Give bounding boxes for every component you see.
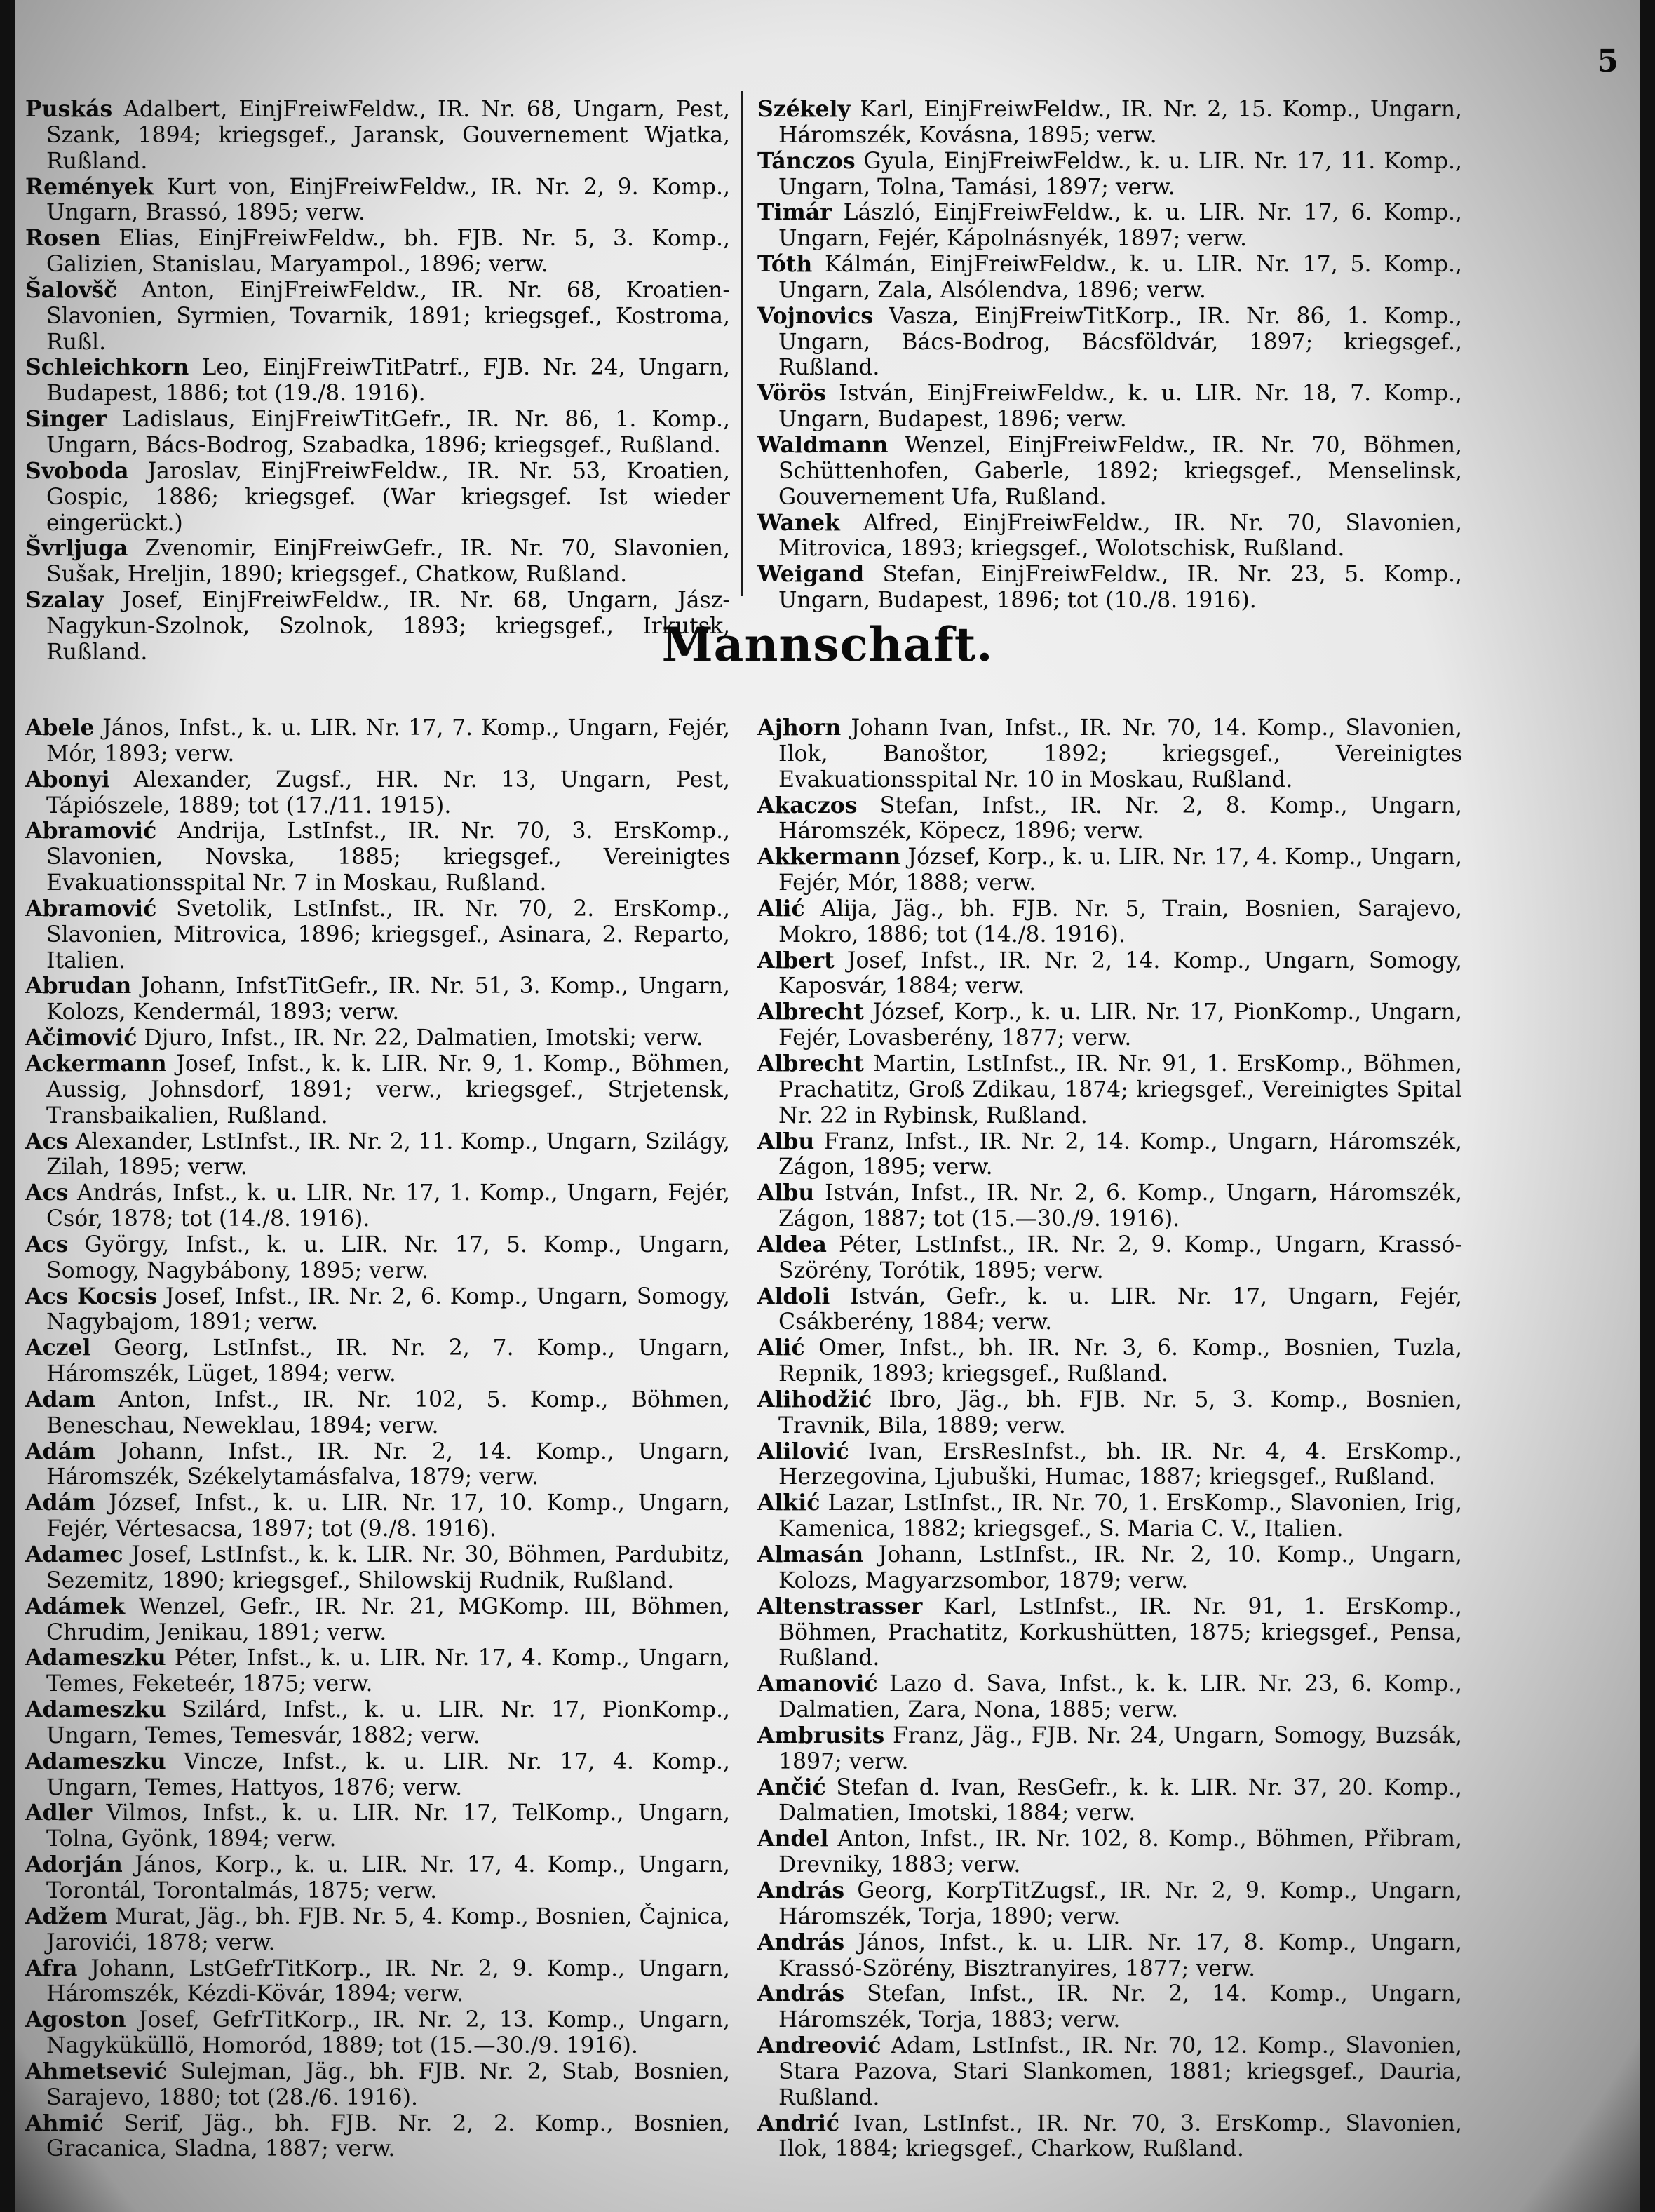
entry-details: Josef, Infst., IR. Nr. 2, 14. Komp., Ungarn, Somogy, Kaposvár, 1884; verw. bbox=[778, 947, 1462, 999]
list-entry bbox=[757, 793, 1462, 845]
entry-details: József, Korp., k. u. LIR. Nr. 17, PionKomp., Ungarn, Fejér, Lovasberény, 1877; verw. bbox=[778, 999, 1462, 1051]
entry-surname: Albert bbox=[757, 947, 835, 973]
list-entry bbox=[757, 562, 1462, 614]
entry-details: Josef, Infst., k. k. LIR. Nr. 9, 1. Komp., Böhmen, Aussig, Johnsdorf, 1891; verw., kriegsgef., Strjetensk, Transbaikalien, Rußland. bbox=[46, 1051, 730, 1128]
list-entry bbox=[757, 715, 1462, 793]
list-entry bbox=[757, 1878, 1462, 1930]
entry-surname: Vojnovics bbox=[757, 302, 874, 329]
entry-details: Karl, LstInfst., IR. Nr. 91, 1. ErsKomp., Böhmen, Prachatitz, Korkushütten, 1875; kriegsgef., Pensa, Rußland. bbox=[778, 1593, 1462, 1671]
entry-details: Wenzel, Gefr., IR. Nr. 21, MGKomp. III, Böhmen, Chrudim, Jenikau, 1891; verw. bbox=[46, 1593, 730, 1645]
scan-edge-right bbox=[1640, 0, 1655, 2212]
list-entry bbox=[25, 1956, 730, 2008]
scan-edge-left bbox=[0, 0, 15, 2212]
entry-surname: Acs bbox=[25, 1128, 69, 1154]
entry-surname: Adamec bbox=[25, 1542, 123, 1567]
entry-details: Lazar, LstInfst., IR. Nr. 70, 1. ErsKomp., Slavonien, Irig, Kamenica, 1882; kriegsgef., S. Maria C. V., Italien. bbox=[778, 1490, 1462, 1542]
list-entry bbox=[757, 1051, 1462, 1129]
list-entry bbox=[25, 1490, 730, 1542]
entry-surname: Szalay bbox=[25, 587, 104, 614]
list-entry bbox=[25, 1904, 730, 1956]
entry-surname: Adameszku bbox=[25, 1645, 166, 1671]
entry-details: István, Infst., IR. Nr. 2, 6. Komp., Ungarn, Háromszék, Zágon, 1887; tot (15.—30./9. 1916). bbox=[778, 1180, 1462, 1232]
entry-details: Elias, EinjFreiwFeldw., bh. FJB. Nr. 5, 3. Komp., Galizien, Stanislau, Maryampol., 1896; verw. bbox=[46, 226, 730, 278]
entry-details: Ibro, Jäg., bh. FJB. Nr. 5, 3. Komp., Bosnien, Travnik, Bila, 1889; verw. bbox=[778, 1387, 1462, 1438]
entry-surname: Székely bbox=[757, 96, 851, 122]
list-entry bbox=[25, 1594, 730, 1646]
entry-surname: Almasán bbox=[757, 1542, 864, 1567]
entry-details: Kurt von, EinjFreiwFeldw., IR. Nr. 2, 9. Komp., Ungarn, Brassó, 1895; verw. bbox=[46, 174, 730, 226]
entry-details: Serif, Jäg., bh. FJB. Nr. 2, 2. Komp., Bosnien, Gracanica, Sladna, 1887; verw. bbox=[46, 2110, 730, 2162]
list-entry bbox=[25, 97, 730, 175]
list-entry bbox=[25, 459, 730, 537]
entry-details: Johann, Infst., IR. Nr. 2, 14. Komp., Ungarn, Háromszék, Székelytamásfalva, 1879; verw. bbox=[46, 1438, 730, 1490]
list-entry bbox=[757, 511, 1462, 562]
entry-surname: András bbox=[757, 1929, 845, 1955]
entry-details: Alexander, Zugsf., HR. Nr. 13, Ungarn, Pest, Tápiószele, 1889; tot (17./11. 1915). bbox=[46, 767, 730, 818]
entry-details: Djuro, Infst., IR. Nr. 22, Dalmatien, Imotski; verw. bbox=[137, 1025, 703, 1051]
entry-details: Anton, Infst., IR. Nr. 102, 5. Komp., Böhmen, Beneschau, Neweklau, 1894; verw. bbox=[46, 1387, 730, 1438]
entry-details: Murat, Jäg., bh. FJB. Nr. 5, 4. Komp., Bosnien, Čajnica, Jarovići, 1878; verw. bbox=[46, 1903, 730, 1955]
list-entry bbox=[25, 1335, 730, 1387]
entry-surname: Alilović bbox=[757, 1438, 849, 1464]
entry-surname: András bbox=[757, 1877, 845, 1903]
entry-surname: Alić bbox=[757, 895, 805, 922]
entry-surname: Tánczos bbox=[757, 147, 856, 174]
entry-surname: Ackermann bbox=[25, 1050, 167, 1077]
list-entry bbox=[757, 1284, 1462, 1336]
list-entry bbox=[25, 715, 730, 767]
list-entry bbox=[25, 536, 730, 588]
entry-surname: Svoboda bbox=[25, 457, 129, 484]
entry-surname: Wanek bbox=[757, 509, 840, 536]
entry-details: Gyula, EinjFreiwFeldw., k. u. LIR. Nr. 17, 11. Komp., Ungarn, Tolna, Tamási, 1897; verw. bbox=[778, 148, 1462, 200]
entry-surname: Alić bbox=[757, 1335, 805, 1361]
entry-details: Alfred, EinjFreiwFeldw., IR. Nr. 70, Slavonien, Mitrovica, 1893; kriegsgef., Wolotschisk, Rußland. bbox=[778, 510, 1462, 562]
list-entry bbox=[25, 1232, 730, 1284]
entry-surname: Acs bbox=[25, 1231, 69, 1257]
list-entry bbox=[757, 1129, 1462, 1181]
entry-surname: Akkermann bbox=[757, 844, 901, 870]
entry-surname: Ambrusits bbox=[757, 1722, 885, 1748]
entry-surname: Timár bbox=[757, 199, 832, 226]
list-entry bbox=[25, 1025, 730, 1051]
entry-details: József, Infst., k. u. LIR. Nr. 17, 10. Komp., Ungarn, Fejér, Vértesacsa, 1897; tot (9./8. 1916). bbox=[46, 1490, 730, 1542]
list-entry bbox=[757, 844, 1462, 896]
list-entry bbox=[757, 1542, 1462, 1594]
entry-surname: Ahmetsević bbox=[25, 2058, 168, 2084]
mannschaft-list-left-column bbox=[25, 715, 730, 2195]
list-entry bbox=[757, 1594, 1462, 1672]
entry-surname: Aldea bbox=[757, 1231, 827, 1257]
entry-details: Franz, Jäg., FJB. Nr. 24, Ungarn, Somogy, Buzsák, 1897; verw. bbox=[778, 1722, 1462, 1774]
column-divider bbox=[741, 91, 743, 596]
entry-details: Vincze, Infst., k. u. LIR. Nr. 17, 4. Komp., Ungarn, Temes, Hattyos, 1876; verw. bbox=[46, 1748, 730, 1800]
entry-surname: Albrecht bbox=[757, 1050, 864, 1077]
page-number: 5 bbox=[1597, 43, 1619, 79]
entry-surname: Adám bbox=[25, 1490, 96, 1516]
list-entry bbox=[757, 1490, 1462, 1542]
entry-surname: Adam bbox=[25, 1386, 96, 1412]
list-entry bbox=[25, 1749, 730, 1801]
entry-surname: Adler bbox=[25, 1800, 93, 1826]
entry-surname: Albu bbox=[757, 1128, 815, 1154]
entry-surname: Amanović bbox=[757, 1671, 878, 1697]
list-entry bbox=[25, 1129, 730, 1181]
entry-details: Péter, LstInfst., IR. Nr. 2, 9. Komp., Ungarn, Krassó-Szörény, Torótik, 1895; verw. bbox=[778, 1232, 1462, 1283]
list-entry bbox=[757, 1232, 1462, 1284]
entry-details: Péter, Infst., k. u. LIR. Nr. 17, 4. Komp., Ungarn, Temes, Feketeér, 1875; verw. bbox=[46, 1645, 730, 1697]
entry-surname: Švrljuga bbox=[25, 535, 128, 562]
entry-surname: Aczel bbox=[25, 1335, 91, 1361]
entry-surname: Adameszku bbox=[25, 1748, 166, 1774]
officer-list-left-column bbox=[25, 96, 730, 665]
list-entry bbox=[25, 1852, 730, 1904]
list-entry bbox=[25, 2111, 730, 2163]
list-entry bbox=[757, 1180, 1462, 1232]
entry-details: Karl, EinjFreiwFeldw., IR. Nr. 2, 15. Komp., Ungarn, Háromszék, Kovásna, 1895; verw. bbox=[778, 97, 1462, 148]
officer-list-right-column bbox=[757, 96, 1462, 614]
entry-details: Zvenomir, EinjFreiwGefr., IR. Nr. 70, Slavonien, Sušak, Hreljin, 1890; kriegsgef., Chatkow, Rußland. bbox=[46, 536, 730, 588]
entry-surname: Altenstrasser bbox=[757, 1593, 923, 1619]
entry-surname: Adameszku bbox=[25, 1697, 166, 1723]
entry-surname: Singer bbox=[25, 406, 107, 433]
list-entry bbox=[25, 1051, 730, 1129]
list-entry bbox=[25, 226, 730, 278]
entry-details: Georg, KorpTitZugsf., IR. Nr. 2, 9. Komp., Ungarn, Háromszék, Torja, 1890; verw. bbox=[778, 1877, 1462, 1929]
entry-details: András, Infst., k. u. LIR. Nr. 17, 1. Komp., Ungarn, Fejér, Csór, 1878; tot (14./8. 1916). bbox=[46, 1180, 730, 1232]
list-entry bbox=[757, 1439, 1462, 1491]
entry-details: Vasza, EinjFreiwTitKorp., IR. Nr. 86, 1. Komp., Ungarn, Bács-Bodrog, Bácsföldvár, 1897; kriegsgef., Rußland. bbox=[778, 303, 1462, 381]
entry-surname: Aldoli bbox=[757, 1283, 830, 1309]
entry-surname: Šalovšč bbox=[25, 276, 118, 303]
list-entry bbox=[25, 1800, 730, 1852]
entry-surname: Adžem bbox=[25, 1903, 108, 1929]
entry-details: György, Infst., k. u. LIR. Nr. 17, 5. Komp., Ungarn, Somogy, Nagybábony, 1895; verw. bbox=[46, 1232, 730, 1283]
list-entry bbox=[757, 2111, 1462, 2163]
entry-details: Josef, LstInfst., k. k. LIR. Nr. 30, Böhmen, Pardubitz, Sezemitz, 1890; kriegsgef., Shilowskij Rudnik, Rußland. bbox=[46, 1542, 730, 1593]
entry-surname: Albrecht bbox=[757, 999, 864, 1025]
entry-surname: Ajhorn bbox=[757, 715, 842, 741]
entry-details: Stefan, EinjFreiwFeldw., IR. Nr. 23, 5. Komp., Ungarn, Budapest, 1896; tot (10./8. 1916). bbox=[778, 562, 1462, 614]
entry-surname: Andreović bbox=[757, 2032, 881, 2059]
entry-surname: András bbox=[757, 1981, 845, 2007]
entry-surname: Vörös bbox=[757, 380, 826, 407]
entry-details: Martin, LstInfst., IR. Nr. 91, 1. ErsKomp., Böhmen, Prachatitz, Groß Zdikau, 1874; kriegsgef., Vereinigtes Spital Nr. 22 in Rybinsk, Rußland. bbox=[778, 1051, 1462, 1128]
list-entry bbox=[757, 1981, 1462, 2033]
entry-surname: Akaczos bbox=[757, 792, 858, 818]
entry-details: Josef, Infst., IR. Nr. 2, 6. Komp., Ungarn, Somogy, Nagybajom, 1891; verw. bbox=[46, 1283, 730, 1335]
entry-details: Leo, EinjFreiwTitPatrf., FJB. Nr. 24, Ungarn, Budapest, 1886; tot (19./8. 1916). bbox=[46, 355, 730, 407]
entry-surname: Remények bbox=[25, 173, 154, 200]
list-entry bbox=[757, 1826, 1462, 1878]
entry-details: Johann, InfstTitGefr., IR. Nr. 51, 3. Komp., Ungarn, Kolozs, Kendermál, 1893; verw. bbox=[46, 973, 730, 1025]
entry-details: Anton, Infst., IR. Nr. 102, 8. Komp., Böhmen, Přibram, Drevniky, 1883; verw. bbox=[778, 1826, 1462, 1878]
entry-details: Ivan, LstInfst., IR. Nr. 70, 3. ErsKomp., Slavonien, Ilok, 1884; kriegsgef., Charkow, Rußland. bbox=[778, 2110, 1462, 2162]
entry-details: Kálmán, EinjFreiwFeldw., k. u. LIR. Nr. 17, 5. Komp., Ungarn, Zala, Alsólendva, 1896; verw. bbox=[778, 252, 1462, 303]
entry-details: Vilmos, Infst., k. u. LIR. Nr. 17, TelKomp., Ungarn, Tolna, Gyönk, 1894; verw. bbox=[46, 1800, 730, 1852]
list-entry bbox=[25, 278, 730, 356]
entry-details: László, EinjFreiwFeldw., k. u. LIR. Nr. 17, 6. Komp., Ungarn, Fejér, Kápolnásnyék, 1897; verw. bbox=[778, 200, 1462, 252]
list-entry bbox=[757, 304, 1462, 382]
entry-details: Anton, EinjFreiwFeldw., IR. Nr. 68, Kroatien-Slavonien, Syrmien, Tovarnik, 1891; kriegsgef., Kostroma, Rußl. bbox=[46, 277, 730, 355]
entry-surname: Andrić bbox=[757, 2110, 840, 2136]
entry-surname: Adámek bbox=[25, 1593, 126, 1619]
entry-surname: Alkić bbox=[757, 1490, 820, 1516]
list-entry bbox=[757, 1335, 1462, 1387]
entry-details: Adalbert, EinjFreiwFeldw., IR. Nr. 68, Ungarn, Pest, Szank, 1894; kriegsgef., Jaransk, Gouvernement Wjatka, Rußland. bbox=[46, 97, 730, 174]
list-entry bbox=[25, 1387, 730, 1439]
entry-surname: Ačimović bbox=[25, 1025, 137, 1051]
entry-surname: Abramović bbox=[25, 818, 157, 844]
entry-details: Johann Ivan, Infst., IR. Nr. 70, 14. Komp., Slavonien, Ilok, Banoštor, 1892; kriegsgef., Vereinigtes Evakuationsspital Nr. 10 in Moskau, Rußland. bbox=[778, 715, 1462, 793]
list-entry bbox=[25, 1180, 730, 1232]
entry-details: Jaroslav, EinjFreiwFeldw., IR. Nr. 53, Kroatien, Gospic, 1886; kriegsgef. (War kriegsgef. Ist wieder eingerückt.) bbox=[46, 458, 730, 536]
entry-surname: Ančić bbox=[757, 1774, 826, 1800]
entry-surname: Andel bbox=[757, 1826, 829, 1852]
list-entry bbox=[25, 818, 730, 896]
entry-surname: Abele bbox=[25, 715, 95, 741]
entry-details: Sulejman, Jäg., bh. FJB. Nr. 2, Stab, Bosnien, Sarajevo, 1880; tot (28./6. 1916). bbox=[46, 2058, 730, 2110]
entry-surname: Adám bbox=[25, 1438, 96, 1464]
entry-details: Ivan, ErsResInfst., bh. IR. Nr. 4, 4. ErsKomp., Herzegovina, Ljubuški, Humac, 1887; kriegsgef., Rußland. bbox=[778, 1438, 1462, 1490]
entry-surname: Acs bbox=[25, 1180, 69, 1206]
entry-details: Franz, Infst., IR. Nr. 2, 14. Komp., Ungarn, Háromszék, Zágon, 1895; verw. bbox=[778, 1128, 1462, 1180]
entry-surname: Tóth bbox=[757, 251, 813, 278]
entry-details: Johann, LstGefrTitKorp., IR. Nr. 2, 9. Komp., Ungarn, Háromszék, Kézdi-Kövár, 1894; verw. bbox=[46, 1955, 730, 2007]
list-entry bbox=[757, 2033, 1462, 2111]
list-entry bbox=[25, 1439, 730, 1491]
entry-details: Wenzel, EinjFreiwFeldw., IR. Nr. 70, Böhmen, Schüttenhofen, Gaberle, 1892; kriegsgef., Menselinsk, Gouvernement Ufa, Rußland. bbox=[778, 432, 1462, 510]
list-entry bbox=[25, 1284, 730, 1336]
entry-surname: Weigand bbox=[757, 561, 865, 588]
entry-details: Andrija, LstInfst., IR. Nr. 70, 3. ErsKomp., Slavonien, Novska, 1885; kriegsgef., Vereinigtes Evakuationsspital Nr. 7 in Moskau, Rußland. bbox=[46, 818, 730, 896]
entry-surname: Albu bbox=[757, 1180, 815, 1206]
list-entry bbox=[25, 355, 730, 407]
list-entry bbox=[25, 407, 730, 459]
list-entry bbox=[757, 948, 1462, 1000]
entry-details: Stefan d. Ivan, ResGefr., k. k. LIR. Nr. 37, 20. Komp., Dalmatien, Imotski, 1884; verw. bbox=[778, 1774, 1462, 1826]
entry-details: Stefan, Infst., IR. Nr. 2, 14. Komp., Ungarn, Háromszék, Torja, 1883; verw. bbox=[778, 1981, 1462, 2033]
list-entry bbox=[25, 2007, 730, 2059]
list-entry bbox=[757, 200, 1462, 252]
entry-surname: Abonyi bbox=[25, 766, 110, 793]
entry-details: Svetolik, LstInfst., IR. Nr. 70, 2. ErsKomp., Slavonien, Mitrovica, 1896; kriegsgef., Asinara, 2. Reparto, Italien. bbox=[46, 896, 730, 973]
list-entry bbox=[25, 175, 730, 227]
entry-surname: Adorján bbox=[25, 1852, 123, 1878]
entry-details: Johann, LstInfst., IR. Nr. 2, 10. Komp., Ungarn, Kolozs, Magyarzsombor, 1879; verw. bbox=[778, 1542, 1462, 1593]
entry-surname: Afra bbox=[25, 1955, 78, 1981]
entry-details: István, Gefr., k. u. LIR. Nr. 17, Ungarn, Fejér, Csákberény, 1884; verw. bbox=[778, 1283, 1462, 1335]
entry-details: Ladislaus, EinjFreiwTitGefr., IR. Nr. 86, 1. Komp., Ungarn, Bács-Bodrog, Szabadka, 1896; kriegsgef., Rußland. bbox=[46, 407, 730, 458]
entry-surname: Agoston bbox=[25, 2007, 126, 2033]
entry-details: Szilárd, Infst., k. u. LIR. Nr. 17, PionKomp., Ungarn, Temes, Temesvár, 1882; verw. bbox=[46, 1697, 730, 1748]
entry-details: Stefan, Infst., IR. Nr. 2, 8. Komp., Ungarn, Háromszék, Köpecz, 1896; verw. bbox=[778, 793, 1462, 844]
entry-details: József, Korp., k. u. LIR. Nr. 17, 4. Komp., Ungarn, Fejér, Mór, 1888; verw. bbox=[778, 844, 1462, 896]
entry-surname: Waldmann bbox=[757, 431, 889, 458]
entry-details: Lazo d. Sava, Infst., k. k. LIR. Nr. 23, 6. Komp., Dalmatien, Zara, Nona, 1885; verw. bbox=[778, 1671, 1462, 1723]
list-entry bbox=[25, 1542, 730, 1594]
mannschaft-list-right-column bbox=[757, 715, 1462, 2195]
list-entry bbox=[25, 973, 730, 1025]
list-entry bbox=[25, 1697, 730, 1749]
entry-surname: Ahmić bbox=[25, 2110, 104, 2136]
list-entry bbox=[757, 252, 1462, 304]
entry-surname: Puskás bbox=[25, 96, 113, 122]
entry-details: Georg, LstInfst., IR. Nr. 2, 7. Komp., Ungarn, Háromszék, Lüget, 1894; verw. bbox=[46, 1335, 730, 1387]
entry-details: János, Infst., k. u. LIR. Nr. 17, 8. Komp., Ungarn, Krassó-Szörény, Bisztranyires, 1877; verw. bbox=[778, 1929, 1462, 1981]
entry-details: Alexander, LstInfst., IR. Nr. 2, 11. Komp., Ungarn, Szilágy, Zilah, 1895; verw. bbox=[46, 1128, 730, 1180]
list-entry bbox=[25, 767, 730, 819]
entry-details: Josef, GefrTitKorp., IR. Nr. 2, 13. Komp., Ungarn, Nagyküküllö, Homoród, 1889; tot (15.—30./9. 1916). bbox=[46, 2007, 730, 2059]
list-entry bbox=[757, 1671, 1462, 1723]
list-entry bbox=[757, 999, 1462, 1051]
entry-details: János, Infst., k. u. LIR. Nr. 17, 7. Komp., Ungarn, Fejér, Mór, 1893; verw. bbox=[46, 715, 730, 767]
section-title: Mannschaft. bbox=[661, 617, 994, 672]
entry-surname: Abramović bbox=[25, 895, 157, 922]
list-entry bbox=[25, 2059, 730, 2111]
entry-surname: Schleichkorn bbox=[25, 354, 189, 381]
list-entry bbox=[757, 97, 1462, 149]
entry-details: Omer, Infst., bh. IR. Nr. 3, 6. Komp., Bosnien, Tuzla, Repnik, 1893; kriegsgef., Rußland. bbox=[778, 1335, 1462, 1387]
entry-details: János, Korp., k. u. LIR. Nr. 17, 4. Komp., Ungarn, Torontál, Torontalmás, 1875; verw. bbox=[46, 1852, 730, 1903]
entry-surname: Rosen bbox=[25, 225, 101, 252]
entry-surname: Acs Kocsis bbox=[25, 1283, 158, 1309]
list-entry bbox=[25, 896, 730, 974]
entry-surname: Alihodžić bbox=[757, 1386, 872, 1412]
entry-details: Alija, Jäg., bh. FJB. Nr. 5, Train, Bosnien, Sarajevo, Mokro, 1886; tot (14./8. 1916). bbox=[778, 896, 1462, 947]
list-entry bbox=[757, 381, 1462, 433]
list-entry bbox=[25, 1645, 730, 1697]
list-entry bbox=[757, 433, 1462, 511]
entry-details: István, EinjFreiwFeldw., k. u. LIR. Nr. 18, 7. Komp., Ungarn, Budapest, 1896; verw. bbox=[778, 381, 1462, 433]
entry-details: Adam, LstInfst., IR. Nr. 70, 12. Komp., Slavonien, Stara Pazova, Stari Slankomen, 1881; kriegsgef., Dauria, Rußland. bbox=[778, 2033, 1462, 2110]
entry-details: Josef, EinjFreiwFeldw., IR. Nr. 68, Ungarn, Jász-Nagykun-Szolnok, Szolnok, 1893; kriegsgef., Irkutsk, Rußland. bbox=[46, 588, 730, 665]
entry-surname: Abrudan bbox=[25, 973, 132, 999]
list-entry bbox=[757, 896, 1462, 948]
list-entry bbox=[757, 1387, 1462, 1439]
list-entry bbox=[757, 1723, 1462, 1775]
list-entry bbox=[757, 149, 1462, 201]
list-entry bbox=[757, 1930, 1462, 1982]
list-entry bbox=[757, 1775, 1462, 1827]
